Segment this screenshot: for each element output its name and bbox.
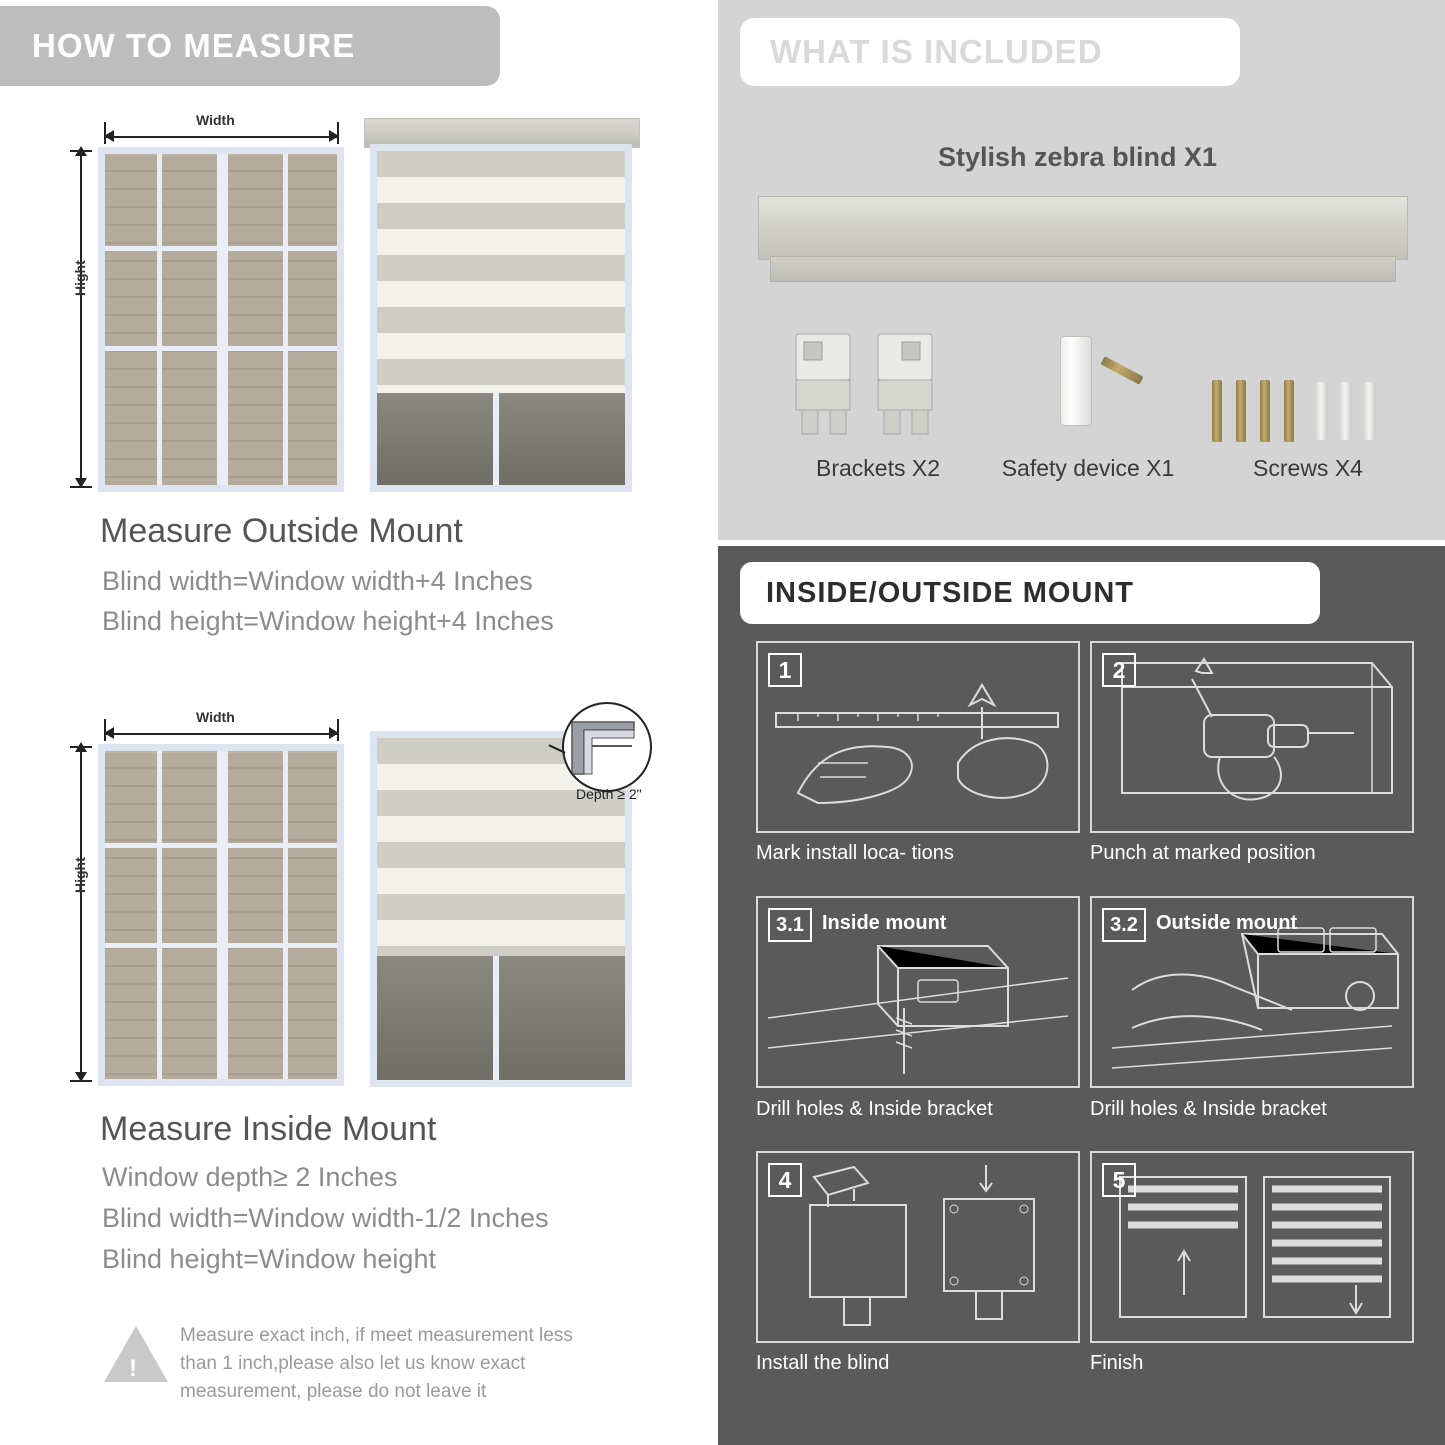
how-to-measure-title: HOW TO MEASURE — [32, 27, 356, 64]
outside-width-tick-left — [104, 122, 106, 144]
inside-height-arrow-line — [80, 748, 82, 1080]
wall-anchor-icon-1 — [1316, 382, 1328, 440]
part-label-safety: Safety device X1 — [1001, 455, 1175, 481]
step-3-2-subtitle: Outside mount — [1156, 912, 1298, 934]
screw-icon-3 — [1260, 380, 1270, 442]
wall-anchor-icon-3 — [1364, 382, 1376, 440]
outside-mount-line-2: Blind height=Window height+4 Inches — [102, 606, 554, 636]
step-3-2-caption: Drill holes & Inside bracket — [1090, 1098, 1327, 1120]
outside-blind-window-glass — [377, 393, 625, 485]
safety-screw-icon — [1100, 356, 1143, 385]
outside-blind-image — [370, 144, 632, 492]
step-2-image — [1090, 641, 1414, 833]
inside-outside-mount-panel — [718, 546, 1445, 1445]
step-4-image — [756, 1151, 1080, 1343]
inside-blind-window-glass — [377, 956, 625, 1080]
window2-mullion-b — [283, 751, 288, 1079]
depth-label: Depth ≥ 2" — [576, 786, 642, 802]
step-2-caption: Punch at marked position — [1090, 842, 1316, 864]
outside-height-arrow-line — [80, 152, 82, 487]
outside-height-tick-bottom — [70, 486, 92, 488]
what-is-included-tab — [740, 18, 1240, 86]
wall-anchor-icon-2 — [1340, 382, 1352, 440]
window2-mullion-h2 — [105, 943, 337, 948]
outside-width-arrow-line — [104, 136, 339, 138]
window-mullion-b — [283, 154, 288, 485]
inside-width-tick-right — [337, 719, 339, 741]
outside-mount-heading: Measure Outside Mount — [100, 512, 463, 550]
outside-width-label: Width — [196, 112, 235, 128]
step-1-caption: Mark install loca- tions — [756, 842, 954, 864]
what-is-included-panel — [718, 0, 1445, 540]
inside-mount-line-3: Blind height=Window height — [102, 1244, 436, 1274]
window-mullion-h1 — [105, 246, 337, 251]
outside-height-tick-top — [70, 150, 92, 152]
step-5-number: 5 — [1102, 1163, 1136, 1197]
step-3-2-number: 3.2 — [1102, 908, 1146, 942]
screw-icon-2 — [1236, 380, 1246, 442]
step-3-1-subtitle: Inside mount — [822, 912, 947, 934]
screw-icon-1 — [1212, 380, 1222, 442]
window-mullion-center — [217, 154, 228, 485]
window-mullion-a — [157, 154, 162, 485]
zebra-blind-headrail — [758, 196, 1408, 260]
zebra-blind-bottom-rail — [770, 256, 1396, 282]
warning-exclamation: ! — [129, 1355, 137, 1382]
step-3-1-caption: Drill holes & Inside bracket — [756, 1098, 993, 1120]
window2-mullion-h1 — [105, 843, 337, 848]
outside-blind-fabric — [377, 151, 625, 393]
how-to-measure-panel — [0, 0, 712, 1445]
outside-mount-line-1: Blind width=Window width+4 Inches — [102, 566, 533, 596]
inside-outside-mount-tab — [740, 562, 1320, 624]
bracket-icon-2 — [872, 330, 942, 440]
how-to-measure-tab — [0, 6, 500, 86]
glass-mullion-2 — [493, 956, 499, 1080]
bracket-icon-1 — [790, 330, 860, 440]
inside-outside-mount-title: INSIDE/OUTSIDE MOUNT — [766, 576, 1135, 609]
depth-detail-circle — [562, 702, 652, 792]
part-label-screws: Screws X4 — [1253, 455, 1363, 481]
inside-height-label: Hight — [72, 857, 88, 893]
what-is-included-title: WHAT IS INCLUDED — [770, 33, 1103, 70]
outside-window-image — [98, 147, 344, 492]
outside-width-tick-right — [337, 122, 339, 144]
outside-height-label: Hight — [72, 260, 88, 296]
window2-mullion-center — [217, 751, 228, 1079]
part-label-brackets: Brackets X2 — [816, 455, 940, 481]
window2-mullion-a — [157, 751, 162, 1079]
step-1-image — [756, 641, 1080, 833]
step-1-number: 1 — [768, 653, 802, 687]
inside-mount-line-2: Blind width=Window width-1/2 Inches — [102, 1203, 549, 1233]
step-5-image — [1090, 1151, 1414, 1343]
step-4-number: 4 — [768, 1163, 802, 1197]
inside-mount-heading: Measure Inside Mount — [100, 1110, 437, 1148]
step-2-number: 2 — [1102, 653, 1136, 687]
inside-width-label: Width — [196, 709, 235, 725]
inside-width-tick-left — [104, 719, 106, 741]
screw-icon-4 — [1284, 380, 1294, 442]
safety-device-icon — [1060, 336, 1092, 426]
inside-width-arrow-line — [104, 733, 339, 735]
measure-note: Measure exact inch, if meet measurement less than 1 inch,please also let us know exact measurement, please do not leave it — [180, 1325, 573, 1402]
step-4-caption: Install the blind — [756, 1352, 890, 1374]
step-5-caption: Finish — [1090, 1352, 1144, 1374]
main-item-label: Stylish zebra blind X1 — [938, 142, 1218, 172]
inside-mount-line-1: Window depth≥ 2 Inches — [102, 1162, 398, 1192]
inside-window-image — [98, 744, 344, 1086]
step-3-1-number: 3.1 — [768, 908, 812, 942]
inside-height-tick-top — [70, 746, 92, 748]
glass-mullion — [493, 393, 499, 485]
window-mullion-h2 — [105, 346, 337, 351]
inside-height-tick-bottom — [70, 1080, 92, 1082]
